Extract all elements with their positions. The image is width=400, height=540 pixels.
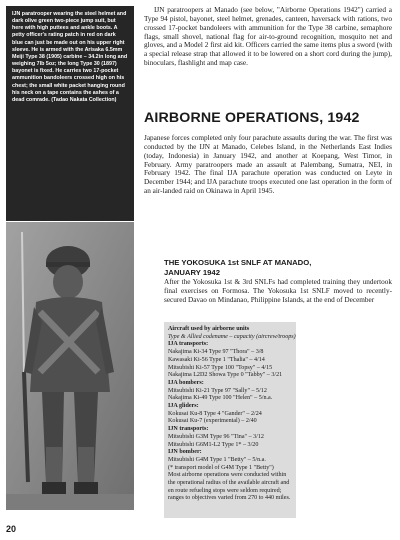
aircraft-item: Nakajima L2D2 Showa Type 0 "Tabby" – 3/21 (168, 372, 283, 379)
aircraft-item: Kokusai Ku-7 (experimental) – 2/40 (168, 418, 257, 425)
aircraft-item: Nakajima Ki-34 Type 97 "Thora" – 3/8 (168, 349, 264, 356)
aircraft-category: IJA bombers: (168, 379, 204, 386)
paratrooper-photo (6, 222, 134, 510)
aircraft-box-note: Most airborne operations were conducted within the operational radius of the available aircraft and en route refueling stops were seldom required; ranges to objectives varied from 270 to 440 miles. (168, 472, 291, 502)
aircraft-category: IJA transports: (168, 341, 209, 348)
aircraft-box-subtitle: Type & Allied codename – capacity (aircrew/troops) (168, 333, 296, 340)
aircraft-item: Nakajima Ki-49 Type 100 "Helen" – 5/n.a. (168, 395, 273, 402)
aircraft-category: IJN transports: (168, 426, 209, 433)
aircraft-item: Mitsubishi Ki-57 Type 100 "Topsy" – 4/15 (168, 364, 273, 371)
section-heading: AIRBORNE OPERATIONS, 1942 (144, 110, 360, 126)
aircraft-category: IJA gliders: (168, 403, 199, 410)
aircraft-item: Kokusai Ku-8 Type 4 "Gander" – 2/24 (168, 410, 262, 417)
intro-paragraph: IJN paratroopers at Manado (see below, "Airborne Operations 1942") carried a Type 94 pistol, bayonet, steel helmet, grenades, canteen, haversack with rations, two crossed 17-pocket bandoleers with ammunition for the Type 38 carbine, semaphore flags, small shovel, national flag for air-to-ground recognition, mosquito net and gloves, and a Model 2 first aid kit. Officers carried the same items plus a sword (with a special release strap that allowed it to be lowered on a short cord during the jump), binoculars, flashlight and map case. (144, 6, 392, 68)
yokosuka-paragraph: After the Yokosuka 1st & 3rd SNLFs had completed training they undertook final exercises on Formosa. The Yokosuka 1st SNLF moved to recently-secured Davao on Mindanao, Philippine Islands, at the end of December (164, 278, 392, 304)
aircraft-item: Mitsubishi G3M Type 96 "Tina" – 3/12 (168, 433, 264, 440)
aircraft-sidebar (164, 322, 296, 518)
aircraft-category: IJN bomber: (168, 449, 202, 456)
page-number: 20 (6, 524, 17, 534)
subsection-heading (164, 258, 392, 277)
aircraft-item: Kawasaki Ki-56 Type 1 "Thalia" – 4/14 (168, 356, 265, 363)
subheading-line-1: THE YOKOSUKA 1st SNLF AT MANADO, (164, 258, 312, 267)
aircraft-item: Mitsubishi G6M1-L2 Type 1* – 3/20 (168, 441, 259, 448)
photo-caption: IJN paratrooper wearing the steel helmet and dark olive green two-piece jump suit, but here with high puttees and ankle boots. A petty officer's rating patch in red on dark blue can just be made out on his upper right sleeve. He is armed with the Arisaka 6.5mm Meiji Type 38 (1905) carbine – 34.2in long and weighing 7lb 5oz; the long Type 30 (1897) bayonet is fixed. He carries two 17-pocket ammunition bandoleers crossed high on his chest; the small white packet hanging round his neck on a tape contains the ashes of a dead comrade. (Tadao Nakata Collection) (6, 6, 134, 221)
aircraft-item: Mitsubishi G4M Type 1 "Betty" – 5/n.a. (168, 456, 266, 463)
subheading-line-2: JANUARY 1942 (164, 267, 220, 277)
aircraft-item: Mitsubishi Ki-21 Type 97 "Sally" – 5/12 (168, 387, 267, 394)
aircraft-item: (* transport model of G4M Type 1 "Betty") (168, 464, 274, 471)
section-paragraph: Japanese forces completed only four parachute assaults during the war. The first was conducted by the IJN at Manado, Celebes Island, in the Netherlands East Indies (today, Indonesia) in January 1942, and another at Koepang, West Timor, in February. Army paratroopers made an assault at Palembang, Sumatra, NEI, in February 1942. The final IJA parachute operation was conducted on Leyte in December 1944; and IJA parachute troops executed one last operation in the form of an air-landed raid on Okinawa in April 1945. (144, 134, 392, 196)
aircraft-box-title: Aircraft used by airborne units (168, 326, 250, 332)
